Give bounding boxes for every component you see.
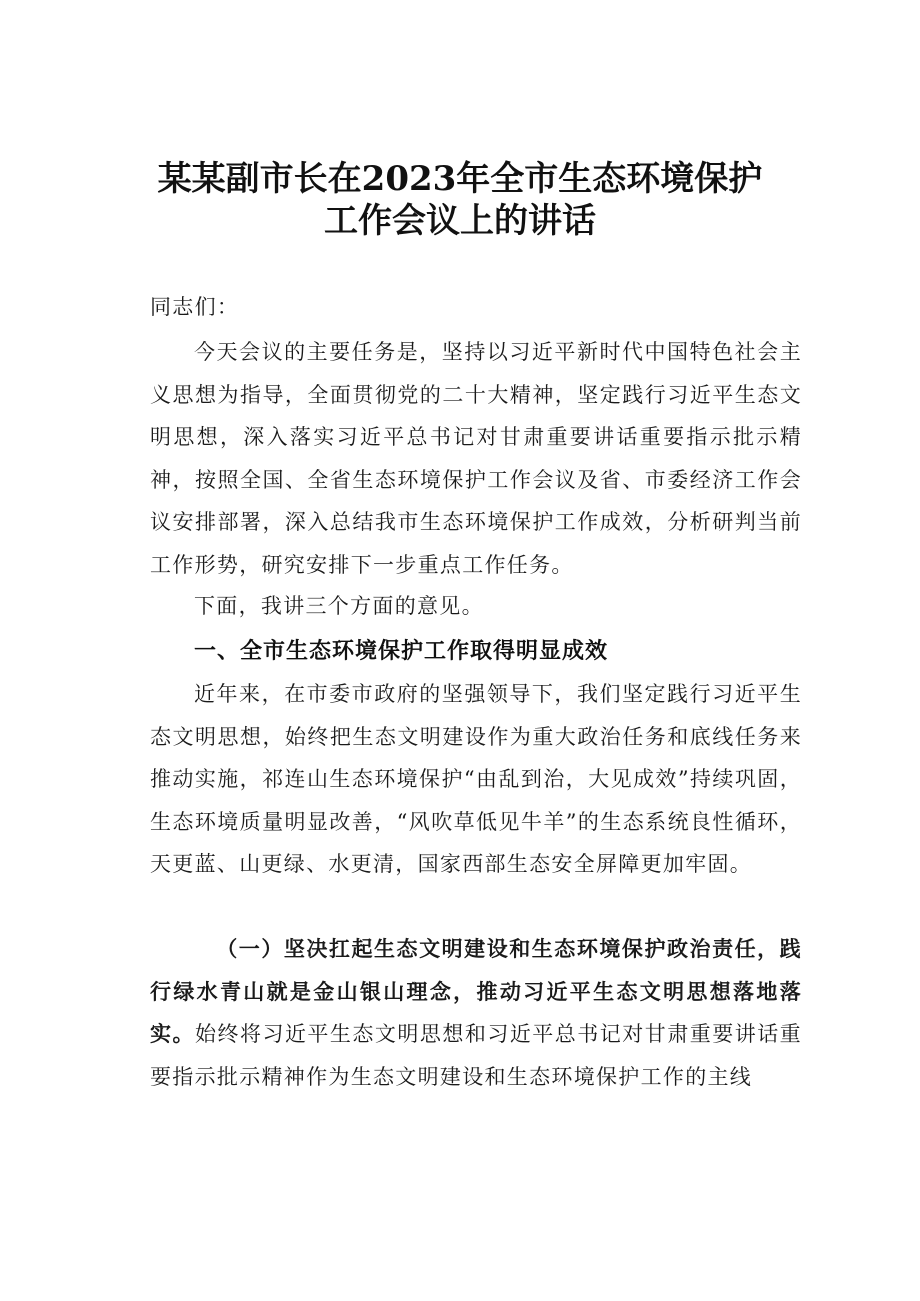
section-1-paragraph: 近年来，在市委市政府的坚强领导下，我们坚定践行习近平生态文明思想，始终把生态文明建设作为重大政治任务和底线任务来推动实施，祁连山生态环境保护“由乱到治，大见成效”持续巩固，生态环境质量明显改善，“风吹草低见牛羊”的生态系统良性循环，天更蓝、山更绿、水更清，国家西部生态安全屏障更加牢固。	[150, 682, 802, 876]
document-title-line-2: 工作会议上的讲话	[324, 201, 596, 241]
subsection-1-paragraph	[150, 928, 802, 1098]
salutation: 同志们：	[150, 295, 240, 319]
paragraph-outline: 下面，我讲三个方面的意见。	[194, 594, 484, 618]
paragraph-intro: 今天会议的主要任务是，坚持以习近平新时代中国特色社会主义思想为指导，全面贯彻党的二十大精神，坚定践行习近平生态文明思想，深入落实习近平总书记对甘肃重要讲话重要指示批示精神，按照全国、全省生态环境保护工作会议及省、市委经济工作会议安排部署，深入总结我市生态环境保护工作成效，分析研判当前工作形势，研究安排下一步重点工作任务。	[150, 340, 802, 577]
document-title-line-1: 某某副市长在2023年全市生态环境保护	[157, 159, 763, 199]
subsection-1-heading: （一）坚决扛起生态文明建设和生态环境保护政治责任，践行绿水青山就是金山银山理念，推动习近平生态文明思想落地落实。	[150, 936, 802, 1046]
section-heading-1: 一、全市生态环境保护工作取得明显成效	[194, 639, 609, 664]
subsection-1-text: 始终将习近平生态文明思想和习近平总书记对甘肃重要讲话重要指示批示精神作为生态文明建设和生态环境保护工作的主线	[150, 1022, 802, 1089]
